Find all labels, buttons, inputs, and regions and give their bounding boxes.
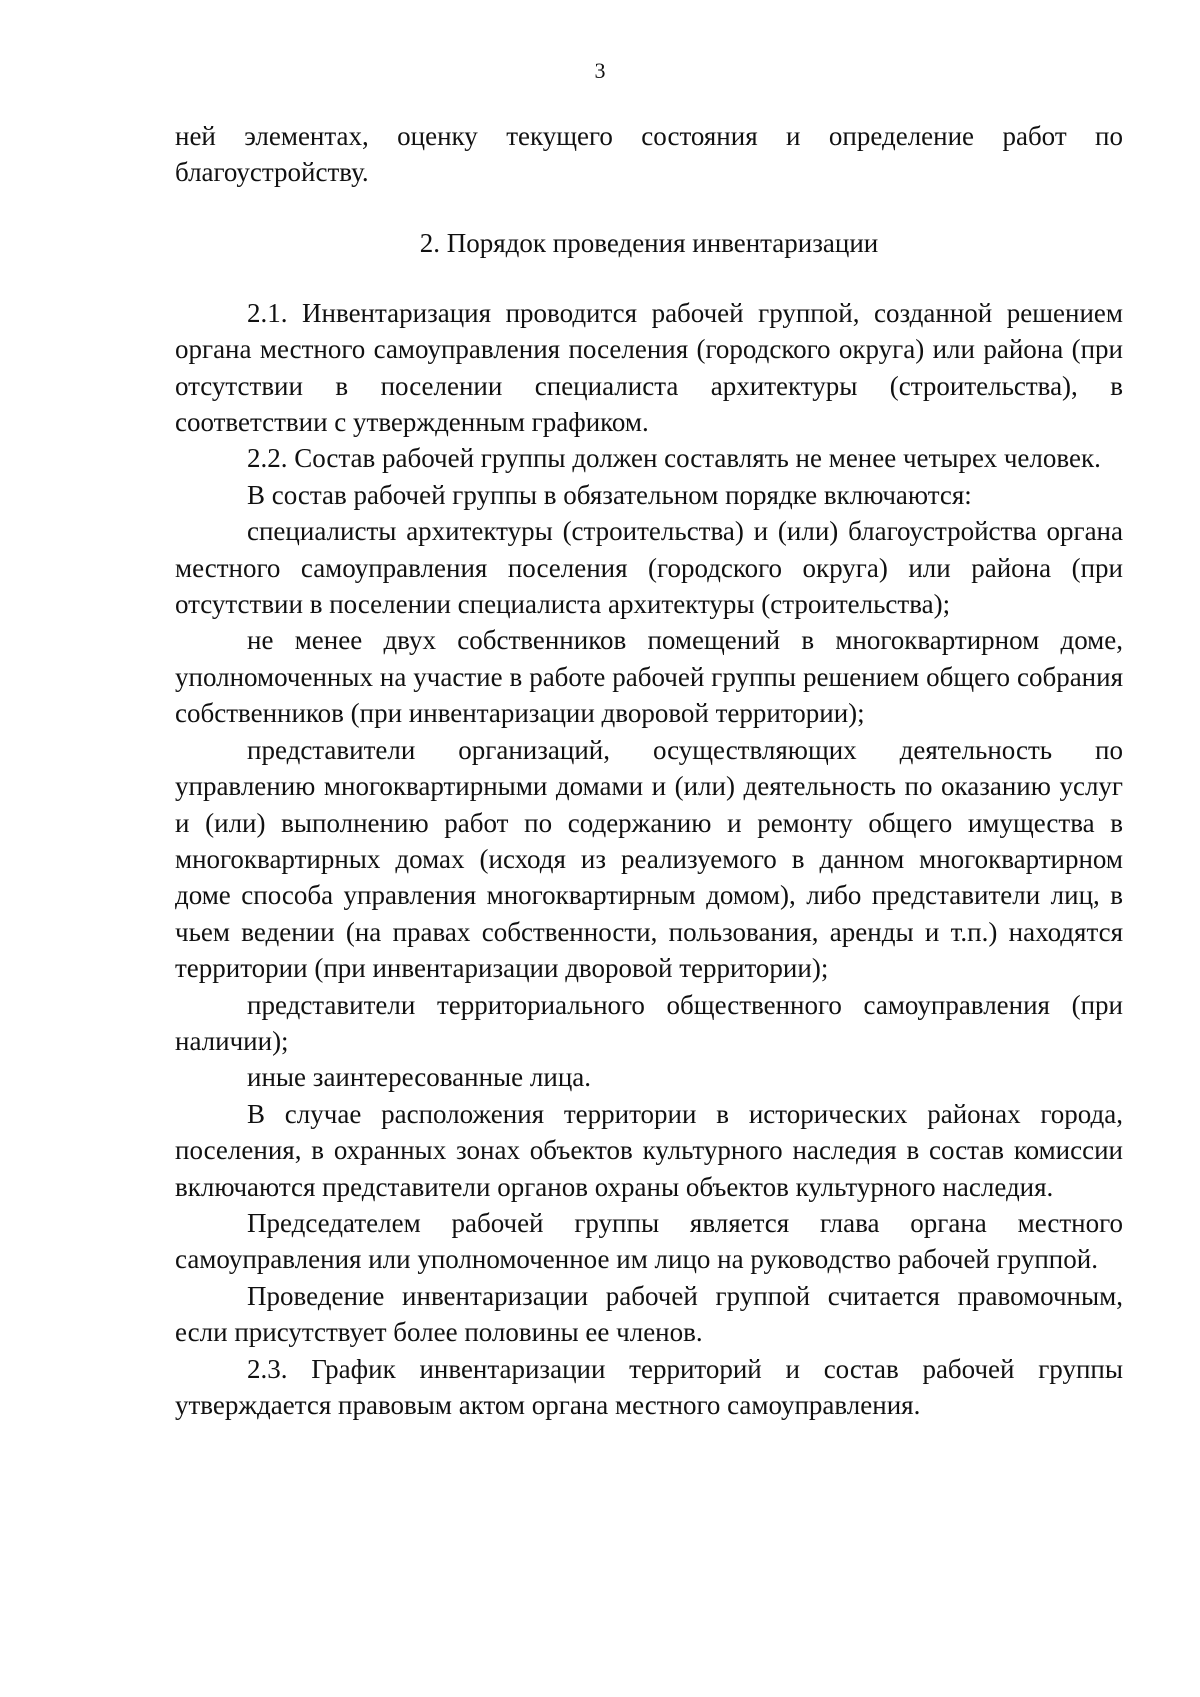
- paragraph-composition-intro: В состав рабочей группы в обязательном порядке включаются:: [247, 479, 972, 510]
- paragraph-quorum: Проведение инвентаризации рабочей группой считается правомочным, если присутствует более половины ее членов.: [175, 1280, 1123, 1348]
- list-item-other-parties: иные заинтересованные лица.: [247, 1062, 591, 1093]
- section-heading: 2. Порядок проведения инвентаризации: [419, 227, 879, 258]
- page-number: 3: [594, 58, 606, 83]
- continuation-paragraph: ней элементах, оценку текущего состояния и определение работ по благоустройству.: [175, 121, 1123, 188]
- paragraph-2-2: 2.2. Состав рабочей группы должен составлять не менее четырех человек.: [247, 443, 1101, 474]
- list-item-management-organizations: представители организаций, осуществляющих деятельность по управлению многоквартирными домами и (или) деятельность по оказанию услуг и (или) выполнению работ по содержанию и ремонту общего имущества в многоквартирных домах (исходя из реализуемого в данном многоквартирном доме способа управления многоквартирным домом), либо представители лиц, в чьем ведении (на правах собственности, пользования, аренды и т.п.) находятся территории (при инвентаризации дворовой территории);: [175, 734, 1123, 984]
- paragraph-2-1: 2.1. Инвентаризация проводится рабочей группой, созданной решением органа местного самоуправления поселения (городского округа) или района (при отсутствии в поселении специалиста архитектуры (строительства), в соответствии с утвержденным графиком.: [175, 297, 1123, 438]
- paragraph-2-3: 2.3. График инвентаризации территорий и состав рабочей группы утверждается правовым актом органа местного самоуправления.: [175, 1353, 1123, 1420]
- list-item-owners: не менее двух собственников помещений в многоквартирном доме, уполномоченных на участие в работе рабочей группы решением общего собрания собственников (при инвентаризации дворовой территории);: [175, 625, 1123, 729]
- paragraph-chairman: Председателем рабочей группы является глава органа местного самоуправления или уполномоченное им лицо на руководство рабочей группой.: [175, 1207, 1123, 1275]
- document-body: [175, 118, 1123, 1423]
- list-item-self-government: представители территориального общественного самоуправления (при наличии);: [175, 989, 1123, 1056]
- list-item-architecture-specialists: специалисты архитектуры (строительства) и (или) благоустройства органа местного самоуправления поселения (городского округа) или района (при отсутствии в поселении специалиста архитектуры (строительства);: [175, 516, 1123, 620]
- paragraph-historic-areas: В случае расположения территории в исторических районах города, поселения, в охранных зонах объектов культурного наследия в состав комиссии включаются представители органов охраны объектов культурного наследия.: [175, 1098, 1123, 1202]
